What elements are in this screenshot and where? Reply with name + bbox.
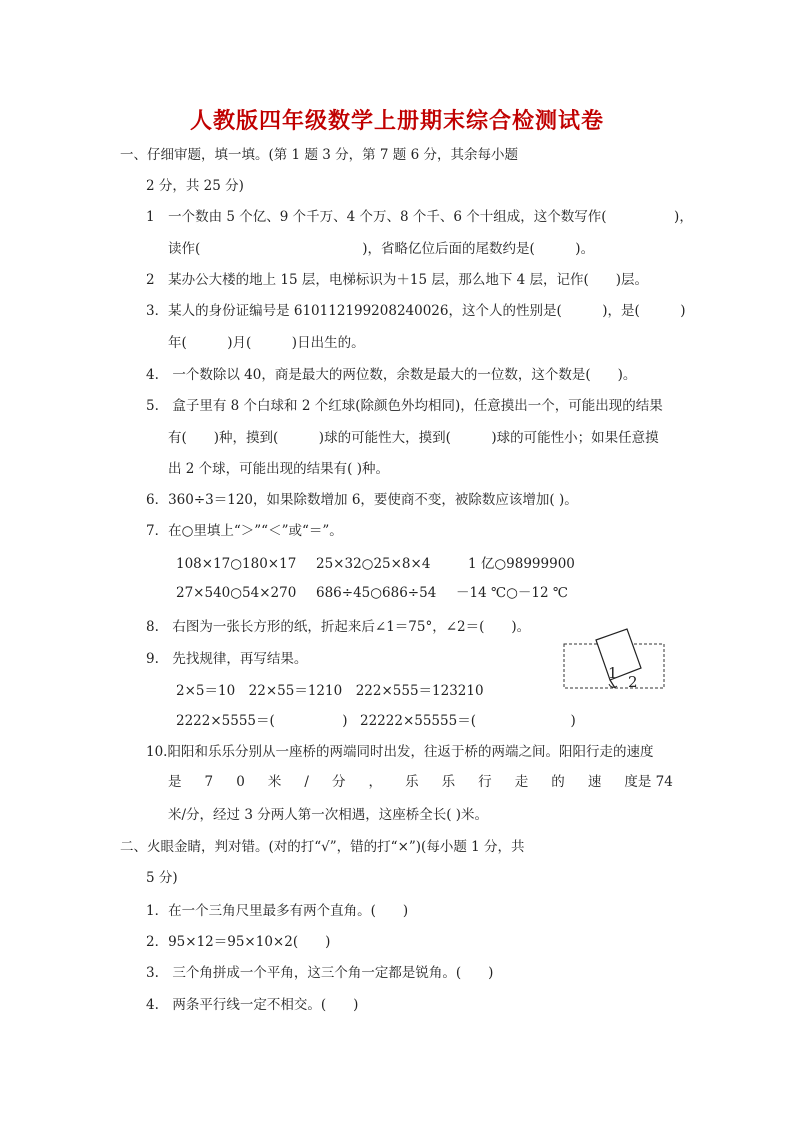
tf-question-2: 2．95×12＝95×10×2( ) xyxy=(146,934,331,950)
compare-item: 1 亿○98999900 xyxy=(468,556,575,572)
angle-2-label: 2 xyxy=(628,673,638,691)
q10-char: 米 xyxy=(267,774,282,790)
compare-item: 108×17○180×17 xyxy=(176,556,297,572)
q10-char: 是 xyxy=(168,774,182,790)
q10-char: ， xyxy=(368,774,383,790)
page-title: 人教版四年级数学上册期末综合检测试卷 xyxy=(189,108,604,134)
section-2-heading: 二、火眼金睛，判对错。(对的打“√”，错的打“×”)(每小题 1 分，共 xyxy=(120,839,525,855)
section-2-heading-cont: 5 分) xyxy=(146,870,178,886)
tf-question-4: 4. 两条平行线一定不相交。( ) xyxy=(146,997,359,1013)
q10-char: / xyxy=(304,774,309,790)
tf-question-1: 1．在一个三角尺里最多有两个直角。( ) xyxy=(146,903,409,919)
question-9: 9. 先找规律，再写结果。 xyxy=(146,651,308,667)
question-10-line-3: 米/分，经过 3 分两人第一次相遇，这座桥全长( )米。 xyxy=(168,807,489,823)
section-1-heading: 一、仔细审题，填一填。(第 1 题 3 分，第 7 题 6 分，其余每小题 xyxy=(120,147,518,163)
question-1-line-1: 1 一个数由 5 个亿、9 个千万、4 个万、8 个千、6 个十组成，这个数写作( )， xyxy=(146,209,693,225)
q10-char: 的 xyxy=(551,774,565,790)
question-5-line-3: 出 2 个球，可能出现的结果有( )种。 xyxy=(168,461,389,477)
q10-char: 7 xyxy=(204,774,214,790)
question-8: 8. 右图为一张长方形的纸，折起来后∠1＝75°，∠2＝( )。 xyxy=(146,619,531,635)
question-4: 4. 一个数除以 40，商是最大的两位数，余数是最大的一位数，这个数是( )。 xyxy=(146,367,637,383)
question-10-line-2 xyxy=(168,773,673,791)
question-1-line-2: 读作( )，省略亿位后面的尾数约是( )。 xyxy=(168,241,595,257)
section-1-heading-cont: 2 分，共 25 分) xyxy=(146,178,244,194)
question-3-line-2: 年( )月( )日出生的。 xyxy=(168,335,365,351)
q10-char: 分 xyxy=(331,774,346,790)
question-7: 7．在○里填上“＞”“＜”或“＝”。 xyxy=(146,523,343,539)
angle-1-label: 1 xyxy=(608,664,618,682)
folded-paper-figure xyxy=(560,626,672,694)
q10-char: 乐 xyxy=(405,774,419,790)
question-5-line-1: 5. 盒子里有 8 个白球和 2 个红球(除颜色外均相同)，任意摸出一个，可能出现的结果 xyxy=(146,398,663,414)
question-5-line-2: 有( )种，摸到( )球的可能性大，摸到( )球的可能性小；如果任意摸 xyxy=(168,430,659,446)
q10-char: 速 xyxy=(587,774,602,790)
pattern-row-1: 2×5＝10 22×55＝1210 222×555＝123210 xyxy=(176,683,484,699)
question-2: 2 某办公大楼的地上 15 层，电梯标识为＋15 层，那么地下 4 层，记作( )层。 xyxy=(146,272,649,288)
compare-item: 686÷45○686÷54 xyxy=(316,585,437,601)
q10-char: 乐 xyxy=(441,774,456,790)
compare-item: －14 ℃○－12 ℃ xyxy=(456,585,568,601)
tf-question-3: 3. 三个角拼成一个平角，这三个角一定都是锐角。( ) xyxy=(146,965,494,981)
question-10-line-1: 10.阳阳和乐乐分别从一座桥的两端同时出发，往返于桥的两端之间。阳阳行走的速度 xyxy=(146,744,654,760)
q10-char: 0 xyxy=(236,774,245,790)
compare-item: 27×540○54×270 xyxy=(176,585,297,601)
compare-item: 25×32○25×8×4 xyxy=(316,556,431,572)
q10-char: 行 xyxy=(478,774,492,790)
question-3-line-1: 3．某人的身份证编号是 610112199208240026，这个人的性别是( )，是( ) xyxy=(146,303,686,319)
pattern-answer-1: 2222×5555＝( ) xyxy=(176,713,348,729)
q10-char: 度是 74 xyxy=(624,774,673,790)
q10-char: 走 xyxy=(514,774,529,790)
pattern-answer-2: 22222×55555＝( ) xyxy=(360,713,576,729)
question-6: 6．360÷3＝120，如果除数增加 6，要使商不变，被除数应该增加( )。 xyxy=(146,492,578,508)
